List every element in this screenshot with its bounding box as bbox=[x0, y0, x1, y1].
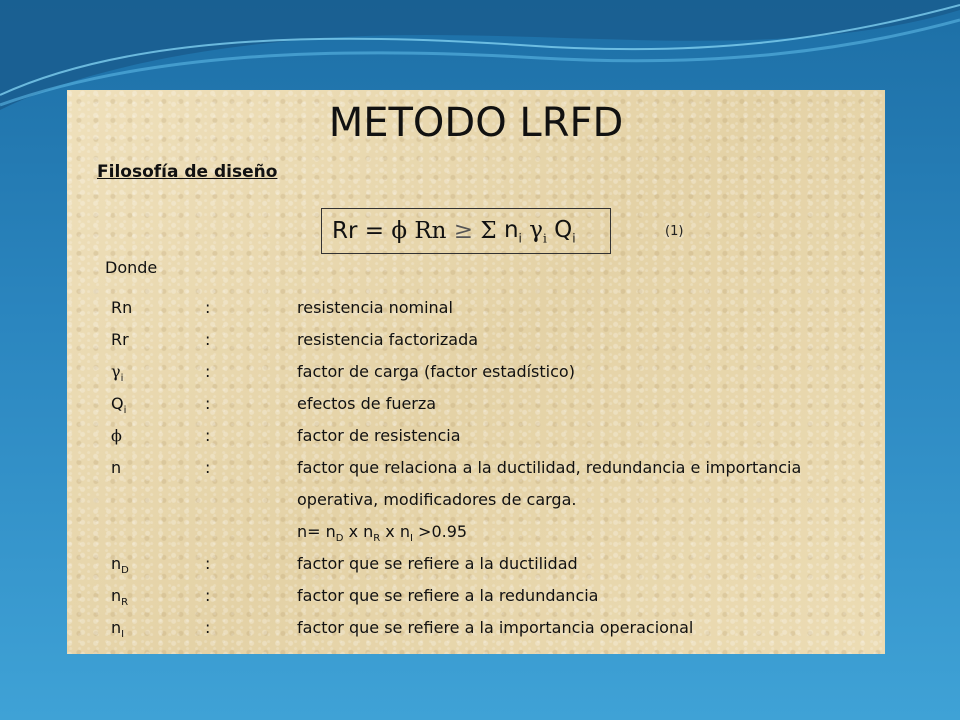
definition-colon: : bbox=[205, 330, 211, 349]
definition-row bbox=[111, 618, 881, 642]
formula-q: $Q_i$ bbox=[554, 216, 576, 246]
equation-number: (1) bbox=[665, 224, 684, 239]
definition-colon: : bbox=[205, 394, 211, 413]
definition-text: efectos de fuerza bbox=[297, 394, 437, 413]
formula-n: $n_i$ bbox=[503, 216, 522, 246]
definition-row bbox=[111, 554, 881, 578]
definition-text: resistencia factorizada bbox=[297, 330, 479, 349]
definition-colon: : bbox=[205, 586, 211, 605]
formula-lhs: Rr bbox=[332, 218, 358, 244]
content-card bbox=[67, 90, 885, 654]
definition-colon: : bbox=[205, 554, 211, 573]
definition-colon: : bbox=[205, 362, 211, 381]
definition-row bbox=[111, 586, 881, 610]
slide-title: METODO LRFD bbox=[328, 100, 624, 146]
formula-sigma: Σ bbox=[480, 218, 497, 244]
formula-box bbox=[321, 208, 611, 254]
definition-symbol: ϕ bbox=[111, 426, 122, 445]
definition-colon: : bbox=[205, 458, 211, 477]
definition-continuation bbox=[111, 490, 881, 514]
definition-text: factor que se refiere a la importancia operacional bbox=[297, 618, 694, 637]
section-subtitle: Filosofía de diseño bbox=[97, 162, 278, 182]
definition-product-line bbox=[111, 522, 881, 546]
definition-row bbox=[111, 362, 881, 386]
definition-symbol: $n_I$ bbox=[111, 618, 125, 641]
definition-symbol: Rn bbox=[111, 298, 133, 317]
product-formula: $n= n_D$ x $n_R$ x $n_I >0.95$ bbox=[297, 522, 468, 545]
definition-symbol: n bbox=[111, 458, 122, 477]
definition-text: resistencia nominal bbox=[297, 298, 453, 317]
definition-text: factor que se refiere a la redundancia bbox=[297, 586, 599, 605]
definition-row bbox=[111, 394, 881, 418]
formula-rn: Rn bbox=[414, 218, 447, 244]
definition-text: factor de carga (factor estadístico) bbox=[297, 362, 575, 381]
definition-text: factor de resistencia bbox=[297, 426, 461, 445]
definition-text: operativa, modificadores de carga. bbox=[297, 490, 577, 509]
where-label: Donde bbox=[105, 258, 158, 277]
definition-row bbox=[111, 458, 881, 482]
definition-colon: : bbox=[205, 618, 211, 637]
definition-colon: : bbox=[205, 426, 211, 445]
definition-text: factor que relaciona a la ductilidad, redundancia e importancia bbox=[297, 458, 802, 477]
definition-row bbox=[111, 330, 881, 354]
definition-row bbox=[111, 426, 881, 450]
definition-text: factor que se refiere a la ductilidad bbox=[297, 554, 578, 573]
definition-colon: : bbox=[205, 298, 211, 317]
definition-symbol: Rr bbox=[111, 330, 129, 349]
formula-equals: = bbox=[364, 218, 385, 244]
formula-phi: ϕ bbox=[391, 218, 408, 244]
definition-row bbox=[111, 298, 881, 322]
definition-symbol: $\gamma_i$ bbox=[111, 362, 124, 385]
formula-geq: ≥ bbox=[453, 218, 474, 244]
definition-symbol: $n_D$ bbox=[111, 554, 129, 577]
definition-symbol: $Q_i$ bbox=[111, 394, 127, 417]
definition-symbol: $n_R$ bbox=[111, 586, 129, 609]
formula-gamma: $\gamma_i$ bbox=[529, 216, 547, 246]
